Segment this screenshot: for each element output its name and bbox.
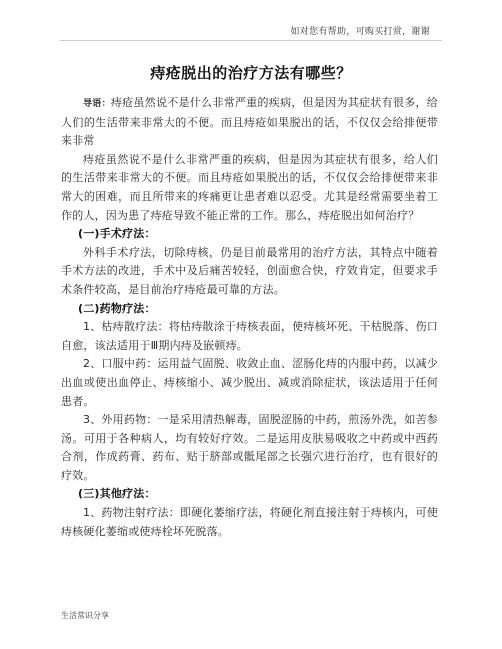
header-note: 如对您有帮助，可购买打赏，谢谢 xyxy=(290,27,430,37)
footer-text: 生活常识分享 xyxy=(61,611,109,620)
lead-label: 导语： xyxy=(83,99,111,109)
section-heading-other: (三)其他疗法： xyxy=(78,487,156,501)
medication-paragraph-3: 3、外用药物：一是采用清热解毒，固脱涩肠的中药，煎汤外洗，如苦参汤。可用于各种病人，均有较好疗效。二是运用皮肤易吸收之中药或中西药合剂，作成药膏、药布、贴于脐部或骶尾部之长强穴进行治疗，也有很好的疗效。 xyxy=(61,413,438,482)
medication-paragraph-1: 1、枯痔散疗法：将枯痔散涂于痔核表面，使痔核坏死、干枯脱落、伤口自愈，该法适用于Ⅲ期内痔及嵌顿痔。 xyxy=(61,320,438,352)
other-paragraph-1: 1、药物注射疗法：即硬化萎缩疗法，将硬化剂直接注射于痔核内，可使痔核硬化萎缩或使痔栓坏死脱落。 xyxy=(61,506,438,538)
section-heading-medication: (二)药物疗法： xyxy=(78,301,156,315)
header-divider xyxy=(60,40,442,41)
intro-paragraph: 痔疮虽然说不是什么非常严重的疾病，但是因为其症状有很多，给人们的生活带来非常大的不便。而且痔疮如果脱出的话，不仅仅会给排便带来非常大的困难，而且所带来的疼痛更让患者难以忍受。尤其是经常需要坐着工作的人，因为患了痔疮导致不能正常的工作。那么，痔疮脱出如何治疗？ xyxy=(61,152,438,222)
lead-paragraph xyxy=(61,94,438,151)
lead-text: 痔疮虽然说不是什么非常严重的疾病，但是因为其症状有很多，给人们的生活带来非常大的不便。而且痔疮如果脱出的话，不仅仅会给排便带来非常 xyxy=(61,96,438,148)
document-body xyxy=(61,94,438,541)
section-heading-surgery: (一)手术疗法： xyxy=(78,227,156,241)
document-title: 痔疮脱出的治疗方法有哪些？ xyxy=(150,64,352,82)
medication-paragraph-2: 2、口服中药：运用益气固脱、收敛止血、涩肠化痔的内服中药，以减少出血或使出血停止、痔核缩小、减少脱出、减或消除症状，该法适用于任何患者。 xyxy=(61,357,438,408)
surgery-paragraph: 外科手术疗法，切除痔核，仍是目前最常用的治疗方法，其特点中随着手术方法的改进，手术中及后痛苦较轻，创面愈合快，疗效肯定，但要求手术条件较高，是目前治疗痔疮最可靠的方法。 xyxy=(61,245,438,296)
